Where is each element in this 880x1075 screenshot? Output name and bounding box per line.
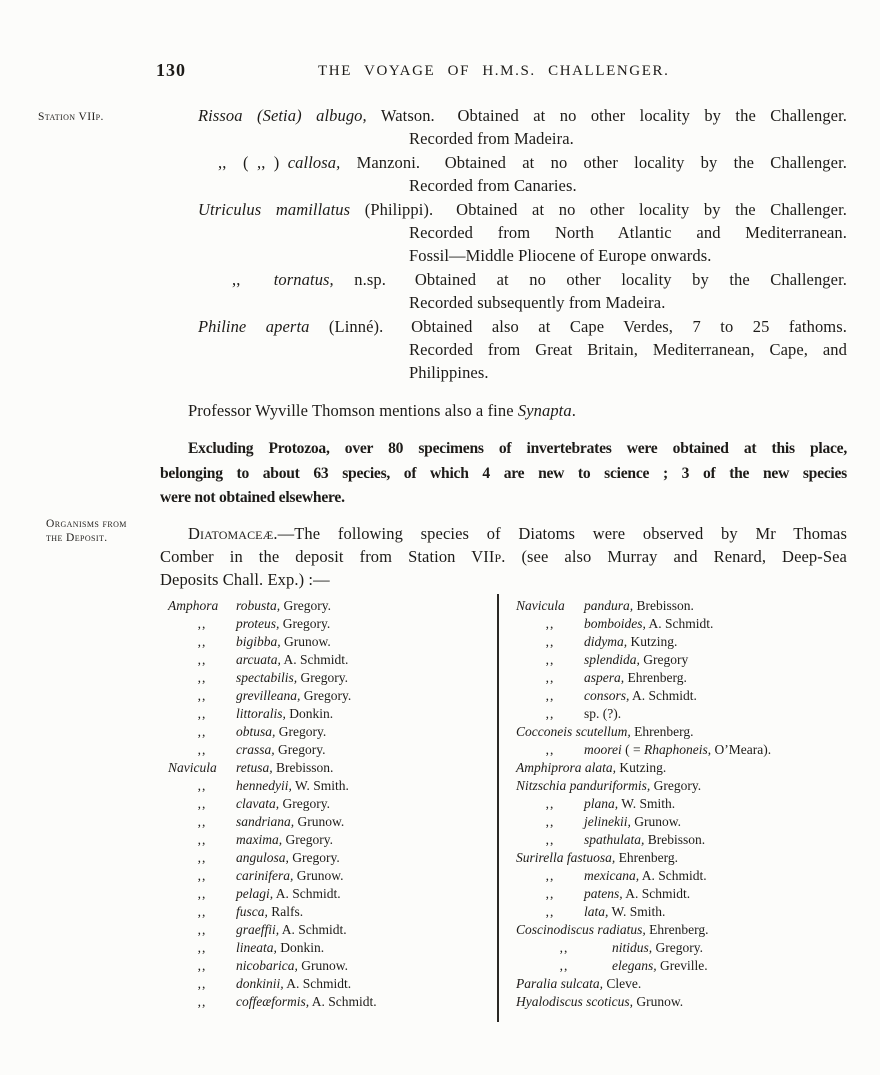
running-header: THE VOYAGE OF H.M.S. CHALLENGER. [318, 63, 670, 79]
text-segment: obtusa, [236, 724, 276, 739]
text-segment: Comber in the deposit from Station VII [160, 546, 495, 566]
text-segment: Deposits Chall. Exp.) :— [160, 570, 330, 590]
text-segment: Philine aperta [198, 316, 310, 336]
species-list-line [516, 597, 866, 615]
ditto-mark: ,, [545, 904, 555, 919]
text-segment: hennedyii, [236, 778, 292, 793]
text-segment: Gregory. [650, 778, 702, 793]
text-segment: donkinii, [236, 976, 284, 991]
ditto-mark: ,, [197, 706, 207, 721]
ditto-mark: ,, [197, 796, 207, 811]
text-segment: Navicula [516, 598, 565, 613]
text-segment: consors, [584, 688, 630, 703]
text-segment: Gregory. [280, 598, 331, 613]
text-segment: Recorded subsequently from Madeira. [409, 293, 666, 313]
text-segment: Professor Wyville Thomson mentions also a fine [188, 400, 518, 420]
ditto-mark: ,, [197, 778, 207, 793]
page-number: 130 [156, 60, 186, 80]
species-list-line [168, 903, 494, 921]
body-text-line [160, 399, 847, 422]
ditto-mark: ,, [559, 958, 569, 973]
text-segment: n.sp. Obtained at no other locality by the Challenger. [333, 269, 847, 289]
ditto-mark: ,, [545, 634, 555, 649]
ditto-mark: ,, [545, 814, 555, 829]
text-segment: Recorded from Canaries. [409, 176, 577, 196]
body-text-line [160, 568, 847, 591]
body-text-line [160, 545, 847, 568]
text-segment: Greville. [656, 958, 708, 973]
text-segment: tornatus, [273, 269, 334, 289]
text-segment: Fossil—Middle Pliocene of Europe onwards. [409, 246, 712, 266]
species-list-line [516, 759, 866, 777]
species-list-line [516, 741, 866, 759]
text-segment: A. Schmidt. [280, 652, 349, 667]
text-segment: Paralia sulcata, [516, 976, 603, 991]
ditto-mark: ,, [545, 706, 555, 721]
text-segment: , O’Meara). [707, 742, 772, 757]
text-segment: lineata, [236, 940, 277, 955]
text-segment: Grunow. [297, 958, 348, 973]
species-list-line [516, 867, 866, 885]
text-segment: A. Schmidt. [273, 886, 341, 901]
text-segment: nitidus, [612, 940, 653, 955]
body-text-line [160, 461, 847, 485]
text-segment: A. Schmidt. [639, 868, 707, 883]
text-segment: ,, ( ,, ) [218, 152, 288, 172]
text-segment: Amphiprora alata, [516, 760, 617, 775]
text-segment: Philippines. [409, 363, 489, 383]
species-list-line [516, 903, 866, 921]
text-segment: A. Schmidt. [645, 616, 714, 631]
species-list-line [516, 687, 866, 705]
text-segment: Brebisson. [272, 760, 334, 775]
text-segment: didyma, [584, 634, 628, 649]
text-segment: sandriana, [236, 814, 295, 829]
text-segment: retusa, [236, 760, 273, 775]
text-segment: Grunow. [280, 634, 331, 649]
text-segment: Grunow. [630, 814, 681, 829]
species-list-right [516, 597, 866, 1011]
body-text-line [160, 104, 847, 127]
text-segment: sp. (?). [584, 706, 622, 721]
species-list-line [168, 885, 494, 903]
body-text-line [160, 268, 847, 291]
ditto-mark: ,, [197, 634, 207, 649]
species-list-left [168, 597, 494, 1011]
species-list-line [516, 723, 866, 741]
text-segment: elegans, [612, 958, 657, 973]
text-segment: angulosa, [236, 850, 289, 865]
text-segment: robusta, [236, 598, 281, 613]
text-segment: . (see also Murray and Renard, Deep-Sea [501, 546, 847, 566]
species-list-line [168, 867, 494, 885]
text-segment: fusca, [236, 904, 268, 919]
text-segment: Ehrenberg. [615, 850, 678, 865]
text-segment: mexicana, [584, 868, 640, 883]
text-segment: Recorded from North Atlantic and Mediterranean. [409, 223, 847, 243]
ditto-mark: ,, [197, 814, 207, 829]
text-segment: W. Smith. [618, 796, 676, 811]
text-segment: A. Schmidt. [279, 922, 347, 937]
text-segment: (Philippi). Obtained at no other locality by the Challenger. [350, 199, 847, 219]
body-text-line [160, 485, 847, 509]
ditto-mark: ,, [545, 796, 555, 811]
species-list-line [168, 831, 494, 849]
text-segment: plana, [584, 796, 619, 811]
text-segment: Gregory [639, 652, 689, 667]
text-segment: arcuata, [236, 652, 281, 667]
text-segment: ,, [232, 269, 274, 289]
text-segment: Recorded from Madeira. [409, 129, 574, 149]
text-segment: carinifera, [236, 868, 294, 883]
text-segment: Ralfs. [267, 904, 304, 919]
text-segment: Recorded from Great Britain, Mediterranean, Cape, and [409, 340, 847, 360]
species-list-line [168, 777, 494, 795]
species-list-line [168, 795, 494, 813]
text-segment: Rhaphoneis [643, 742, 708, 757]
text-segment: Ehrenberg. [645, 922, 709, 937]
text-segment: Surirella fastuosa, [516, 850, 616, 865]
text-segment: Watson. Obtained at no other locality by the Challenger. [366, 106, 847, 125]
species-list-line [516, 939, 866, 957]
ditto-mark: ,, [197, 940, 207, 955]
text-segment: Amphora [168, 598, 219, 613]
species-list-line [516, 705, 866, 723]
text-segment: W. Smith. [608, 904, 666, 919]
text-segment: Ehrenberg. [624, 670, 687, 685]
ditto-mark: ,, [197, 832, 207, 847]
text-segment: Hyalodiscus scoticus, [516, 994, 633, 1009]
ditto-mark: ,, [559, 940, 569, 955]
ditto-mark: ,, [545, 742, 555, 757]
species-list-line [168, 597, 494, 615]
text-segment: Gregory. [282, 832, 333, 847]
ditto-mark: ,, [197, 958, 207, 973]
text-segment: jelinekii, [584, 814, 631, 829]
text-segment: Kutzing. [627, 634, 678, 649]
body-text-line [160, 221, 847, 244]
ditto-mark: ,, [197, 742, 207, 757]
text-segment: littoralis, [236, 706, 286, 721]
species-list-line [168, 993, 494, 1011]
ditto-mark: ,, [545, 616, 555, 631]
body-text-line [160, 338, 847, 361]
species-list-line [168, 633, 494, 651]
ditto-mark: ,, [197, 994, 207, 1009]
text-segment: ( = [621, 742, 644, 757]
species-list-line [516, 885, 866, 903]
text-segment: Ehrenberg. [630, 724, 694, 739]
text-segment: A. Schmidt. [622, 886, 691, 901]
text-segment: Cleve. [603, 976, 642, 991]
text-segment: maxima, [236, 832, 283, 847]
species-list-line [516, 957, 866, 975]
text-segment: Brebisson. [633, 598, 694, 613]
ditto-mark: ,, [197, 616, 207, 631]
species-list-line [168, 813, 494, 831]
body-text-line [160, 361, 847, 384]
species-list-line [168, 921, 494, 939]
text-segment: coffeæformis, [236, 994, 310, 1009]
text-segment: Gregory. [279, 796, 330, 811]
text-segment: A. Schmidt. [309, 994, 377, 1009]
ditto-mark: ,, [197, 976, 207, 991]
ditto-mark: ,, [197, 868, 207, 883]
text-segment: Gregory. [274, 742, 326, 757]
species-list-line [516, 849, 866, 867]
text-segment: Donkin. [276, 940, 325, 955]
text-segment: lata, [584, 904, 609, 919]
text-segment: Gregory. [275, 724, 327, 739]
text-segment: p [494, 546, 502, 566]
ditto-mark: ,, [197, 850, 207, 865]
text-segment: . [571, 400, 576, 420]
text-segment: belonging to about 63 species, of which 4 are new to science ; 3 of the new species [160, 464, 847, 482]
text-segment: bomboides, [584, 616, 646, 631]
text-segment: Manzoni. Obtained at no other locality by the Challenger. [340, 152, 847, 172]
body-text-line [160, 522, 847, 545]
text-segment: Excluding Protozoa, over 80 specimens of invertebrates were obtained at this place, [188, 440, 847, 458]
text-segment: .—The following species of Diatoms were observed by Mr Thomas [273, 523, 847, 543]
body-text-line [160, 436, 847, 460]
text-segment: bigibba, [236, 634, 281, 649]
text-segment: Cocconeis scutellum, [516, 724, 631, 739]
body-text-line [160, 151, 847, 174]
ditto-mark: ,, [197, 922, 207, 937]
text-segment: spectabilis, [236, 670, 298, 685]
ditto-mark: ,, [197, 724, 207, 739]
main-text-block [160, 104, 847, 592]
species-list-line [516, 993, 866, 1011]
text-segment: patens, [584, 886, 623, 901]
species-list-line [516, 975, 866, 993]
text-segment: Brebisson. [644, 832, 706, 847]
text-segment: proteus, [236, 616, 280, 631]
text-segment: Synapta [517, 400, 572, 420]
text-segment: Gregory. [279, 616, 331, 631]
text-segment: Kutzing. [616, 760, 667, 775]
text-segment: Gregory. [652, 940, 703, 955]
species-list-line [516, 651, 866, 669]
text-segment: moorei [584, 742, 622, 757]
species-list-line [516, 831, 866, 849]
body-text-line [160, 127, 847, 150]
text-segment: Grunow. [293, 868, 344, 883]
text-segment: Coscinodiscus radiatus, [516, 922, 646, 937]
text-segment: Rissoa (Setia) albugo, [198, 106, 367, 125]
body-text-line [160, 291, 847, 314]
text-segment: pelagi, [236, 886, 274, 901]
text-segment: (Linné). Obtained also at Cape Verdes, 7 to 25 fathoms. [309, 316, 847, 336]
text-segment: were not obtained elsewhere. [160, 489, 345, 507]
species-list-line [168, 723, 494, 741]
ditto-mark: ,, [197, 904, 207, 919]
species-list-line [516, 669, 866, 687]
ditto-mark: ,, [545, 652, 555, 667]
species-list-line [168, 957, 494, 975]
margin-note-organisms [46, 517, 164, 545]
species-list-line [516, 921, 866, 939]
ditto-mark: ,, [545, 670, 555, 685]
ditto-mark: ,, [545, 688, 555, 703]
text-segment: splendida, [584, 652, 640, 667]
text-segment: Gregory. [300, 688, 352, 703]
species-list-line [168, 705, 494, 723]
text-segment: crassa, [236, 742, 275, 757]
text-segment: nicobarica, [236, 958, 298, 973]
species-list-line [168, 849, 494, 867]
text-segment: clavata, [236, 796, 280, 811]
species-list-line [168, 615, 494, 633]
species-list-line [516, 615, 866, 633]
ditto-mark: ,, [197, 670, 207, 685]
ditto-mark: ,, [545, 886, 555, 901]
text-segment: Gregory. [288, 850, 340, 865]
margin-note-text: Station VIIp. [38, 111, 104, 123]
species-list-line [168, 687, 494, 705]
text-segment: grevilleana, [236, 688, 301, 703]
body-text-line [160, 244, 847, 267]
species-list-line [168, 759, 494, 777]
body-text-line [160, 198, 847, 221]
margin-note-station [38, 110, 156, 124]
text-segment: A. Schmidt. [283, 976, 352, 991]
ditto-mark: ,, [545, 832, 555, 847]
text-segment: Donkin. [285, 706, 334, 721]
species-list-line [168, 741, 494, 759]
species-list-line [516, 813, 866, 831]
text-segment: Gregory. [297, 670, 348, 685]
margin-note-text: Organisms from [46, 518, 127, 530]
text-segment: Grunow. [633, 994, 684, 1009]
margin-note-text: the Deposit. [46, 532, 108, 544]
text-segment: Grunow. [294, 814, 345, 829]
body-text-line [160, 174, 847, 197]
text-segment: spathulata, [584, 832, 645, 847]
species-list-line [516, 777, 866, 795]
species-list-line [168, 975, 494, 993]
text-segment: Navicula [168, 760, 217, 775]
column-divider [497, 594, 499, 1022]
text-segment: aspera, [584, 670, 625, 685]
ditto-mark: ,, [197, 886, 207, 901]
text-segment: Diatomaceæ [188, 523, 274, 543]
text-segment: Utriculus mamillatus [198, 199, 351, 219]
text-segment: Nitzschia panduriformis, [516, 778, 651, 793]
ditto-mark: ,, [197, 688, 207, 703]
text-segment: callosa, [287, 152, 341, 172]
species-list-line [168, 651, 494, 669]
species-list-line [168, 939, 494, 957]
text-segment: W. Smith. [291, 778, 349, 793]
species-list-line [516, 795, 866, 813]
ditto-mark: ,, [545, 868, 555, 883]
ditto-mark: ,, [197, 652, 207, 667]
text-segment: pandura, [584, 598, 634, 613]
text-segment: graeffii, [236, 922, 280, 937]
species-list-line [168, 669, 494, 687]
species-list-line [516, 633, 866, 651]
text-segment: A. Schmidt. [629, 688, 697, 703]
body-text-line [160, 315, 847, 338]
